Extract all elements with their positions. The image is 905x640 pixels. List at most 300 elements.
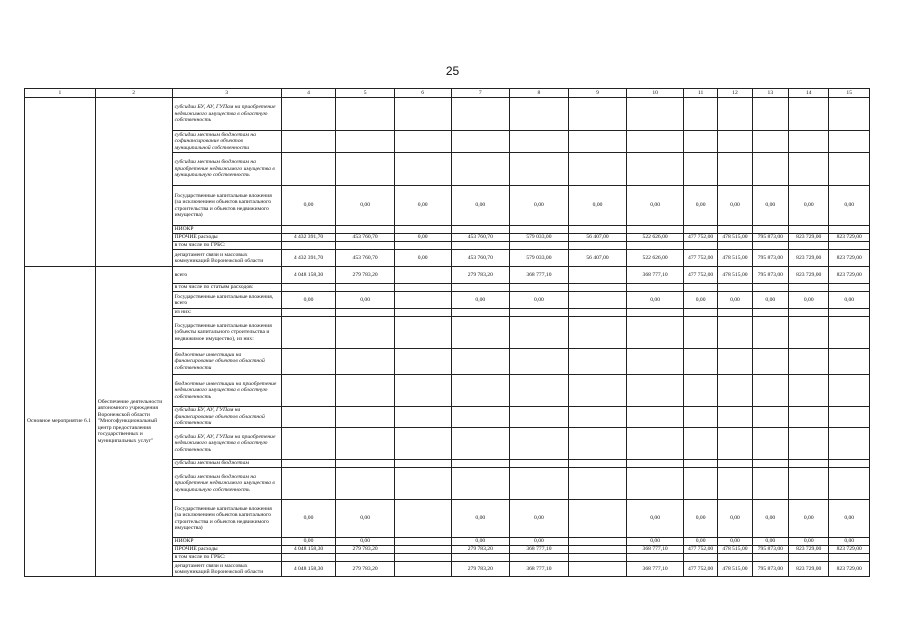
value-cell (627, 460, 684, 468)
value-cell (451, 460, 510, 468)
value-cell (568, 309, 627, 317)
value-cell (627, 309, 684, 317)
value-cell: 0,00 (394, 250, 451, 267)
row-label: субсидии местным бюджетам на приобретение недвижимого имущества в муниципальную собственность (172, 153, 281, 186)
value-cell: 453 760,70 (336, 250, 395, 267)
value-cell (718, 284, 752, 292)
value-cell (752, 428, 788, 460)
value-cell: 4 048 158,30 (281, 267, 336, 284)
value-cell (281, 349, 336, 375)
header-cell: 15 (829, 89, 870, 98)
value-cell: 4 048 158,30 (281, 546, 336, 554)
value-cell (683, 428, 717, 460)
value-cell: 0,00 (336, 292, 395, 309)
value-cell (394, 131, 451, 153)
value-cell (336, 317, 395, 349)
header-cell: 13 (752, 89, 788, 98)
value-cell (394, 153, 451, 186)
value-cell (789, 349, 829, 375)
value-cell: 368 777,10 (627, 546, 684, 554)
value-cell: 0,00 (336, 186, 395, 226)
value-cell (394, 428, 451, 460)
value-cell (718, 407, 752, 428)
value-cell: 279 783,20 (336, 562, 395, 577)
value-cell (752, 349, 788, 375)
value-cell (789, 153, 829, 186)
value-cell (336, 428, 395, 460)
value-cell (336, 407, 395, 428)
value-cell: 0,00 (510, 292, 569, 309)
value-cell: 795 873,00 (752, 546, 788, 554)
value-cell (510, 468, 569, 500)
value-cell (281, 98, 336, 131)
row-label: всего (172, 267, 281, 284)
value-cell: 4 432 391,70 (281, 234, 336, 242)
value-cell (510, 309, 569, 317)
value-cell: 795 873,00 (752, 250, 788, 267)
value-cell (451, 226, 510, 234)
value-cell (394, 349, 451, 375)
value-cell: 478 515,00 (718, 546, 752, 554)
value-cell: 0,00 (281, 538, 336, 546)
value-cell (718, 375, 752, 407)
value-cell (394, 538, 451, 546)
value-cell (568, 407, 627, 428)
value-cell (718, 317, 752, 349)
header-cell: 2 (95, 89, 172, 98)
value-cell: 0,00 (451, 186, 510, 226)
header-cell: 8 (510, 89, 569, 98)
value-cell (627, 317, 684, 349)
value-cell: 0,00 (627, 500, 684, 538)
value-cell: 522 626,00 (627, 250, 684, 267)
value-cell (451, 554, 510, 562)
value-cell (510, 131, 569, 153)
value-cell: 453 760,70 (451, 250, 510, 267)
row-label: из них: (172, 309, 281, 317)
value-cell (394, 468, 451, 500)
value-cell (683, 98, 717, 131)
value-cell (829, 131, 870, 153)
value-cell: 0,00 (510, 538, 569, 546)
value-cell (789, 554, 829, 562)
value-cell (568, 284, 627, 292)
value-cell (789, 468, 829, 500)
value-cell: 368 777,10 (627, 562, 684, 577)
value-cell (281, 153, 336, 186)
value-cell: 0,00 (627, 292, 684, 309)
value-cell (451, 349, 510, 375)
value-cell: 0,00 (829, 292, 870, 309)
value-cell (568, 375, 627, 407)
value-cell (627, 153, 684, 186)
value-cell (627, 468, 684, 500)
value-cell (789, 407, 829, 428)
value-cell (568, 242, 627, 250)
value-cell (568, 554, 627, 562)
value-cell: 0,00 (683, 500, 717, 538)
value-cell (394, 309, 451, 317)
value-cell (789, 309, 829, 317)
value-cell: 453 760,70 (451, 234, 510, 242)
header-cell: 3 (172, 89, 281, 98)
value-cell (510, 375, 569, 407)
value-cell: 56 407,00 (568, 234, 627, 242)
value-cell (829, 375, 870, 407)
value-cell (568, 131, 627, 153)
value-cell: 823 729,00 (789, 562, 829, 577)
row-label: субсидии местным бюджетам (172, 460, 281, 468)
value-cell (683, 460, 717, 468)
value-cell (451, 317, 510, 349)
value-cell (281, 131, 336, 153)
value-cell (683, 468, 717, 500)
value-cell (829, 460, 870, 468)
value-cell: 477 752,00 (683, 234, 717, 242)
value-cell (336, 375, 395, 407)
value-cell (789, 428, 829, 460)
value-cell: 823 729,00 (789, 267, 829, 284)
value-cell (281, 428, 336, 460)
value-cell: 453 760,70 (336, 234, 395, 242)
value-cell: 477 752,00 (683, 250, 717, 267)
value-cell (451, 131, 510, 153)
value-cell (752, 460, 788, 468)
value-cell (829, 284, 870, 292)
value-cell: 279 783,20 (336, 546, 395, 554)
value-cell (718, 554, 752, 562)
value-cell (281, 242, 336, 250)
value-cell (718, 468, 752, 500)
value-cell (510, 349, 569, 375)
value-cell: 0,00 (683, 186, 717, 226)
value-cell (510, 226, 569, 234)
header-cell: 4 (281, 89, 336, 98)
value-cell (718, 349, 752, 375)
value-cell (281, 375, 336, 407)
value-cell: 579 033,00 (510, 234, 569, 242)
measure-description: Обеспечение деятельности автономного учреждения Воронежской области "Многофункциональный центр предоставления государственных и муниципальных услуг" (95, 267, 172, 577)
value-cell (451, 407, 510, 428)
value-cell (627, 242, 684, 250)
value-cell (789, 131, 829, 153)
value-cell (627, 407, 684, 428)
value-cell: 522 626,00 (627, 234, 684, 242)
value-cell (336, 460, 395, 468)
value-cell (789, 242, 829, 250)
value-cell (394, 267, 451, 284)
row-label: ПРОЧИЕ расходы (172, 234, 281, 242)
row-label: НИОКР (172, 226, 281, 234)
value-cell (789, 375, 829, 407)
table-row (25, 98, 870, 131)
row-label: Государственные капитальные вложения (за исключением объектов капитального строительства и объектов недвижимого имущества) (172, 500, 281, 538)
value-cell: 368 777,10 (510, 546, 569, 554)
value-cell (752, 226, 788, 234)
value-cell (394, 554, 451, 562)
value-cell (451, 284, 510, 292)
value-cell (394, 226, 451, 234)
value-cell (568, 428, 627, 460)
value-cell (718, 153, 752, 186)
value-cell: 368 777,10 (510, 267, 569, 284)
value-cell (683, 554, 717, 562)
header-cell: 14 (789, 89, 829, 98)
row-label: субсидии БУ, АУ, ГУПам на финансирование объектов областной собственности (172, 407, 281, 428)
value-cell (336, 468, 395, 500)
value-cell: 279 783,20 (451, 267, 510, 284)
value-cell (451, 153, 510, 186)
value-cell (683, 407, 717, 428)
value-cell (627, 131, 684, 153)
value-cell: 0,00 (336, 538, 395, 546)
value-cell: 823 729,00 (829, 546, 870, 554)
value-cell (627, 428, 684, 460)
value-cell (281, 284, 336, 292)
value-cell (510, 98, 569, 131)
value-cell (336, 242, 395, 250)
value-cell: 0,00 (752, 538, 788, 546)
value-cell (829, 428, 870, 460)
value-cell (752, 153, 788, 186)
value-cell: 0,00 (718, 186, 752, 226)
value-cell (568, 226, 627, 234)
value-cell (789, 98, 829, 131)
value-cell: 0,00 (829, 186, 870, 226)
value-cell (394, 562, 451, 577)
value-cell (568, 292, 627, 309)
value-cell (752, 309, 788, 317)
value-cell: 0,00 (510, 500, 569, 538)
value-cell (683, 284, 717, 292)
value-cell: 823 729,00 (829, 234, 870, 242)
value-cell (752, 98, 788, 131)
value-cell: 0,00 (718, 292, 752, 309)
row-label: Государственные капитальные вложения (объекты капитального строительства и недвижимое имущество), из них: (172, 317, 281, 349)
value-cell: 0,00 (568, 186, 627, 226)
row-label: субсидии БУ, АУ, ГУПам на приобретение недвижимого имущества в областную собственность (172, 98, 281, 131)
value-cell (281, 226, 336, 234)
value-cell: 823 729,00 (789, 546, 829, 554)
value-cell (510, 428, 569, 460)
value-cell (752, 407, 788, 428)
row-label: Государственные капитальные вложения, всего (172, 292, 281, 309)
value-cell (627, 375, 684, 407)
value-cell (752, 468, 788, 500)
empty-col2-cell (95, 98, 172, 267)
page-number: 25 (445, 64, 460, 78)
value-cell (829, 317, 870, 349)
header-cell: 5 (336, 89, 395, 98)
value-cell (394, 375, 451, 407)
value-cell: 368 777,10 (510, 562, 569, 577)
budget-table (24, 88, 870, 577)
value-cell (683, 309, 717, 317)
value-cell (829, 226, 870, 234)
value-cell (394, 500, 451, 538)
value-cell: 795 873,00 (752, 267, 788, 284)
value-cell (752, 375, 788, 407)
row-label: субсидии местным бюджетам на софинансирование объектов муниципальной собственности (172, 131, 281, 153)
value-cell: 478 515,00 (718, 562, 752, 577)
value-cell: 823 729,00 (829, 562, 870, 577)
value-cell (829, 309, 870, 317)
value-cell (683, 242, 717, 250)
header-cell: 6 (394, 89, 451, 98)
value-cell: 0,00 (451, 538, 510, 546)
value-cell: 0,00 (510, 186, 569, 226)
value-cell (568, 317, 627, 349)
value-cell: 0,00 (683, 538, 717, 546)
value-cell (627, 226, 684, 234)
value-cell: 0,00 (451, 500, 510, 538)
value-cell: 0,00 (627, 186, 684, 226)
value-cell (683, 375, 717, 407)
value-cell (829, 153, 870, 186)
value-cell (789, 317, 829, 349)
value-cell (394, 460, 451, 468)
value-cell (510, 460, 569, 468)
value-cell (281, 460, 336, 468)
row-label: в том числе по ГРБС: (172, 242, 281, 250)
value-cell: 0,00 (829, 538, 870, 546)
value-cell: 0,00 (336, 500, 395, 538)
header-cell: 1 (25, 89, 96, 98)
value-cell: 579 033,00 (510, 250, 569, 267)
value-cell (718, 131, 752, 153)
value-cell (281, 309, 336, 317)
value-cell (789, 226, 829, 234)
value-cell (568, 538, 627, 546)
value-cell (627, 98, 684, 131)
value-cell (683, 226, 717, 234)
value-cell: 478 515,00 (718, 267, 752, 284)
value-cell (510, 554, 569, 562)
value-cell: 0,00 (718, 500, 752, 538)
value-cell (683, 153, 717, 186)
value-cell (568, 468, 627, 500)
value-cell (789, 284, 829, 292)
row-label: департамент связи и массовых коммуникаций Воронежской области (172, 250, 281, 267)
value-cell (683, 317, 717, 349)
value-cell: 0,00 (752, 292, 788, 309)
value-cell (510, 407, 569, 428)
row-label: ПРОЧИЕ расходы (172, 546, 281, 554)
value-cell (281, 407, 336, 428)
value-cell (336, 153, 395, 186)
value-cell: 0,00 (789, 500, 829, 538)
value-cell: 0,00 (394, 186, 451, 226)
value-cell (683, 349, 717, 375)
value-cell: 279 783,20 (336, 267, 395, 284)
value-cell: 477 752,00 (683, 546, 717, 554)
row-label: в том числе по статьям расходов: (172, 284, 281, 292)
value-cell (336, 131, 395, 153)
value-cell (394, 317, 451, 349)
value-cell: 0,00 (752, 500, 788, 538)
value-cell (829, 98, 870, 131)
value-cell (336, 554, 395, 562)
header-cell: 11 (683, 89, 717, 98)
header-cell: 12 (718, 89, 752, 98)
measure-title: Основное мероприятие 6.1 (25, 267, 96, 577)
value-cell (718, 226, 752, 234)
value-cell: 0,00 (683, 292, 717, 309)
value-cell (789, 460, 829, 468)
value-cell: 823 729,00 (829, 250, 870, 267)
value-cell: 56 407,00 (568, 250, 627, 267)
value-cell: 4 048 158,30 (281, 562, 336, 577)
value-cell (568, 562, 627, 577)
value-cell: 0,00 (789, 186, 829, 226)
value-cell: 823 729,00 (789, 234, 829, 242)
row-label: бюджетные инвестиции на приобретение недвижимого имущества в областную собственность (172, 375, 281, 407)
value-cell (568, 267, 627, 284)
value-cell: 477 752,00 (683, 562, 717, 577)
value-cell (336, 309, 395, 317)
value-cell: 0,00 (394, 234, 451, 242)
value-cell: 795 873,00 (752, 234, 788, 242)
value-cell (627, 554, 684, 562)
value-cell (510, 242, 569, 250)
value-cell (394, 546, 451, 554)
value-cell (281, 468, 336, 500)
value-cell (336, 349, 395, 375)
header-cell: 10 (627, 89, 684, 98)
value-cell: 478 515,00 (718, 250, 752, 267)
value-cell (718, 242, 752, 250)
value-cell: 279 783,20 (451, 546, 510, 554)
header-row (25, 89, 870, 98)
value-cell: 0,00 (752, 186, 788, 226)
value-cell (451, 309, 510, 317)
value-cell (510, 317, 569, 349)
value-cell (394, 98, 451, 131)
value-cell (718, 309, 752, 317)
table-row (25, 267, 870, 284)
value-cell (336, 226, 395, 234)
row-label: бюджетные инвестиции на финансирование объектов областной собственности (172, 349, 281, 375)
row-label: Государственные капитальные вложения (за исключением объектов капитального строительства и объектов недвижимого имущества) (172, 186, 281, 226)
value-cell (568, 98, 627, 131)
value-cell: 0,00 (451, 292, 510, 309)
value-cell: 0,00 (627, 538, 684, 546)
value-cell: 478 515,00 (718, 234, 752, 242)
value-cell (752, 317, 788, 349)
value-cell (281, 317, 336, 349)
value-cell (451, 468, 510, 500)
value-cell: 0,00 (789, 538, 829, 546)
row-label: НИОКР (172, 538, 281, 546)
row-label: департамент связи и массовых коммуникаций Воронежской области (172, 562, 281, 577)
row-label: в том числе по ГРБС: (172, 554, 281, 562)
value-cell (829, 554, 870, 562)
value-cell (829, 407, 870, 428)
value-cell: 0,00 (281, 500, 336, 538)
value-cell (336, 98, 395, 131)
value-cell (829, 242, 870, 250)
row-label: субсидии местным бюджетам на приобретение недвижимого имущества в муниципальную собственность (172, 468, 281, 500)
value-cell (281, 554, 336, 562)
value-cell: 823 729,00 (829, 267, 870, 284)
table-body (25, 89, 870, 577)
empty-col1-cell (25, 98, 96, 267)
value-cell: 795 873,00 (752, 562, 788, 577)
value-cell: 0,00 (789, 292, 829, 309)
value-cell (394, 284, 451, 292)
header-cell: 7 (451, 89, 510, 98)
value-cell: 477 752,00 (683, 267, 717, 284)
